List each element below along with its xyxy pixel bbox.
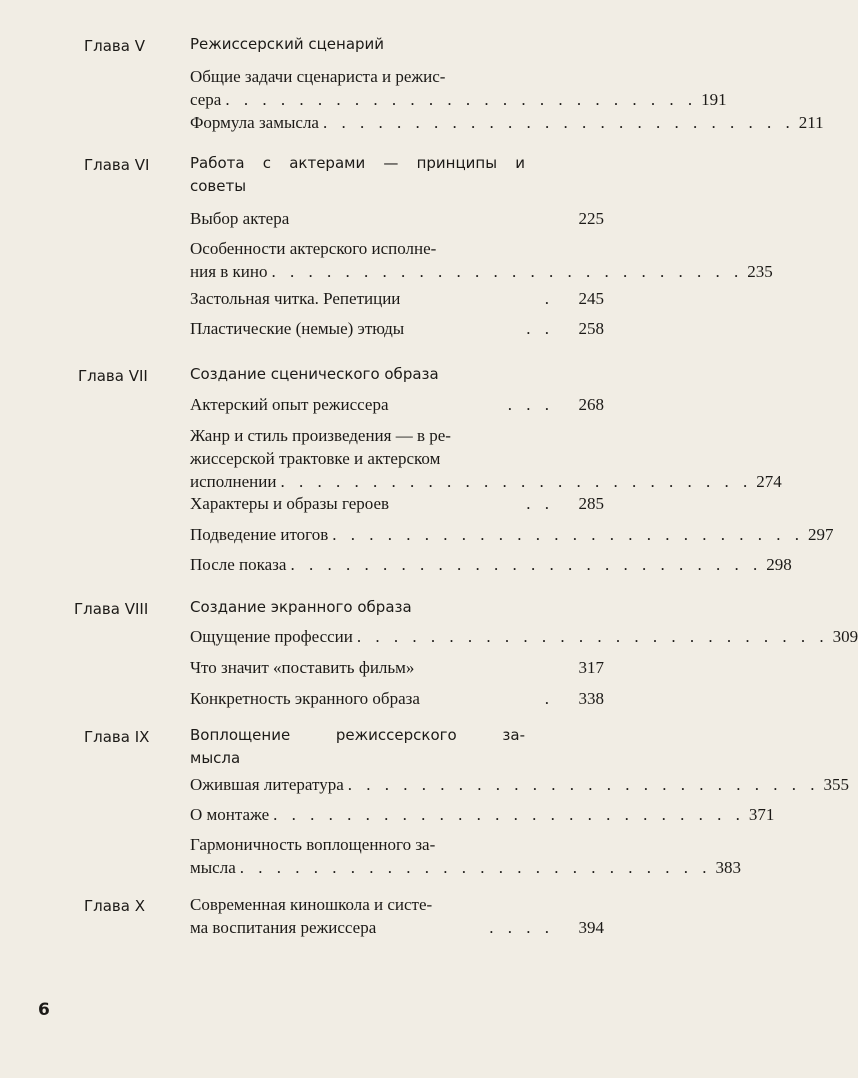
toc-entry: Ощущение профессии . . . . . . . . . . . . . . . . . . . . . . . . . . 309 (190, 627, 858, 646)
toc-entry: После показа . . . . . . . . . . . . . . . . . . . . . . . . . . 298 (190, 555, 792, 574)
toc-entry: Особенности актерского исполне- ния в кино . . . . . . . . . . . . . . . . . . . . . . . . . . 235 (190, 239, 773, 281)
entry-line: Ощущение профессии (190, 627, 353, 646)
chapter-title-line: советы (190, 177, 247, 195)
entry-page-number: 371 (748, 805, 775, 824)
chapter-label: Глава VIII (74, 600, 149, 618)
entry-page-number: 298 (766, 555, 792, 574)
entry-page-number: 309 (832, 627, 858, 646)
entry-line: О монтаже (190, 805, 270, 824)
toc-entry: Характеры и образы героев . . 285 (190, 494, 604, 513)
entry-page-number: 235 (747, 262, 773, 281)
chapter-title (190, 363, 525, 386)
entry-page-number: 211 (798, 113, 824, 132)
chapter-label: Глава VII (78, 367, 148, 385)
chapter-title-line: мысла (190, 749, 241, 767)
entry-line: После показа (190, 555, 287, 574)
entry-page-number: 191 (701, 90, 727, 109)
toc-entry: Современная кинoшкола и систе- ма воспитания режиссера . . . . 394 (190, 895, 604, 937)
entry-line: Актерский опыт режиссера (190, 395, 389, 414)
entry-line: Выбор актера (190, 209, 290, 228)
entry-page-number: 394 (578, 918, 604, 937)
toc-entry: О монтаже . . . . . . . . . . . . . . . . . . . . . . . . . . 371 (190, 805, 775, 824)
toc-entry: Жанр и стиль произведения — в ре- жиссерской трактовке и актерском исполнении . . . . . . . . . . . . . . . . . . . . . . . . . . 274 (190, 426, 782, 491)
chapter-title-line: Создание экранного образа (190, 598, 412, 616)
entry-line: Формула замысла (190, 113, 319, 132)
entry-page-number: 268 (578, 395, 604, 414)
toc-entry: Конкретность экранного образа . 338 (190, 689, 604, 708)
entry-line: Характеры и образы героев (190, 494, 390, 513)
chapter-label: Глава IX (84, 728, 150, 746)
entry-page-number: 297 (808, 525, 834, 544)
entry-line: мысла (190, 858, 236, 877)
entry-page-number: 245 (578, 289, 604, 308)
toc-entry: Пластические (немые) этюды . . 258 (190, 319, 604, 338)
entry-page-number: 274 (756, 472, 782, 491)
entry-page-number: 285 (578, 494, 604, 513)
chapter-title (190, 596, 525, 619)
entry-line: Подведение итогов (190, 525, 329, 544)
chapter-title-line: Работа с актерами — принципы и (190, 154, 525, 172)
toc-entry: Застольная читка. Репетиции . 245 (190, 289, 604, 308)
entry-page-number: 317 (578, 658, 604, 677)
entry-line: Современная кинoшкола и систе- (190, 895, 433, 914)
chapter-title (190, 724, 525, 770)
toc-entry (190, 656, 604, 679)
entry-line: Конкретность экранного образа (190, 689, 420, 708)
entry-page-number: 258 (578, 319, 604, 338)
entry-line: Гармоничность воплощенного за- (190, 835, 436, 854)
chapter-title-line: Создание сценического образа (190, 365, 439, 383)
entry-page-number: 383 (715, 858, 742, 877)
chapter-title (190, 152, 525, 198)
chapter-title-line: Воплощение режиссерского за- (190, 726, 525, 744)
toc-entry: Ожившая литература . . . . . . . . . . . . . . . . . . . . . . . . . . 355 (190, 775, 850, 794)
chapter-label: Глава V (84, 37, 145, 55)
toc-entry: Общие задачи сценариста и режис- сера . . . . . . . . . . . . . . . . . . . . . . . . . . 191 (190, 67, 727, 109)
entry-line: Пластические (немые) этюды (190, 319, 405, 338)
toc-entry: Подведение итогов . . . . . . . . . . . . . . . . . . . . . . . . . . 297 (190, 525, 834, 544)
entry-line: Застольная читка. Репетиции (190, 289, 401, 308)
entry-line: Ожившая литература (190, 775, 344, 794)
entry-line: жиссерской трактовке и актерском (190, 449, 441, 468)
toc-entry: Гармоничность воплощенного за- мысла . . . . . . . . . . . . . . . . . . . . . . . . . . 383 (190, 835, 742, 877)
entry-line: Особенности актерского исполне- (190, 239, 437, 258)
chapter-title (190, 33, 525, 56)
chapter-title-line: Режиссерский сценарий (190, 35, 385, 53)
toc-entry (190, 207, 604, 230)
chapter-label: Глава VI (84, 156, 150, 174)
entry-line: Жанр и стиль произведения — в ре- (190, 426, 451, 445)
entry-page-number: 225 (578, 209, 604, 228)
page-number: 6 (38, 1000, 50, 1020)
toc-entry: Актерский опыт режиссера . . . 268 (190, 395, 604, 414)
chapter-label: Глава X (84, 897, 146, 915)
toc-entry: Формула замысла . . . . . . . . . . . . . . . . . . . . . . . . . . 211 (190, 113, 824, 132)
entry-line: Общие задачи сценариста и режис- (190, 67, 446, 86)
entry-line: исполнении (190, 472, 277, 491)
entry-line: сера (190, 90, 222, 109)
entry-line: Что значит «поставить фильм» (190, 658, 415, 677)
entry-line: ния в кино (190, 262, 268, 281)
entry-page-number: 355 (823, 775, 850, 794)
entry-line: ма воспитания режиссера (190, 918, 377, 937)
entry-page-number: 338 (578, 689, 604, 708)
